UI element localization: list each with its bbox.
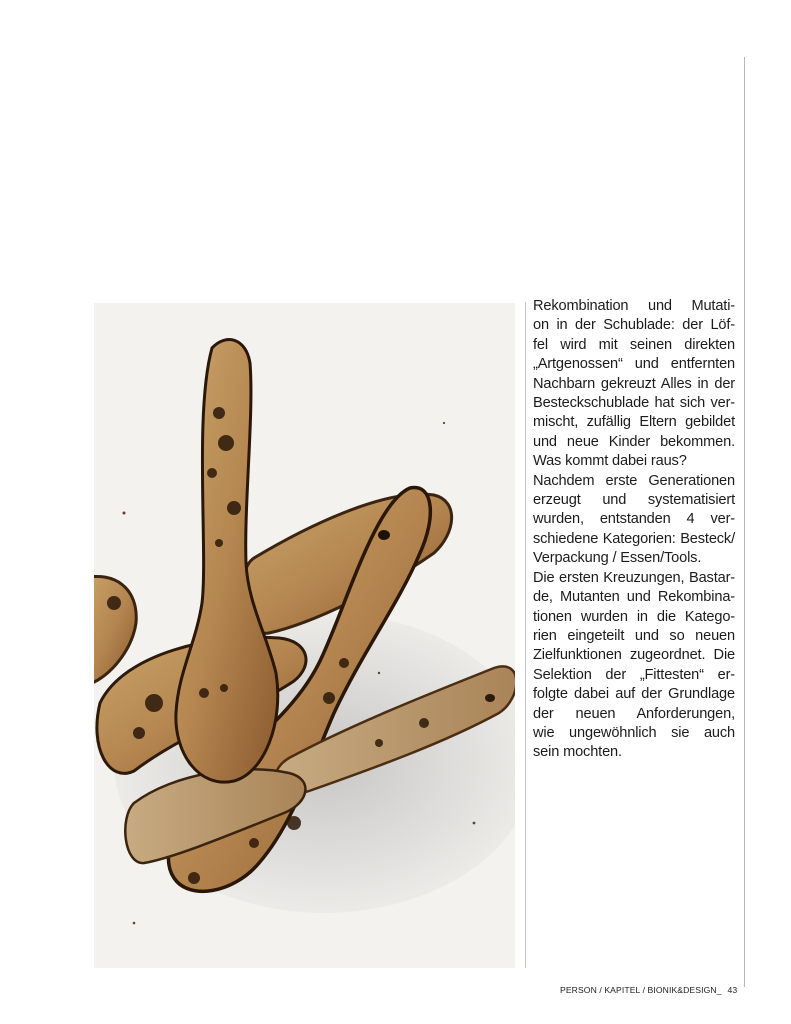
running-head: PERSON / KAPITEL / BIONIK&DESIGN_ — [560, 985, 722, 995]
text-line: Besteckschublade hat sich ver- — [533, 395, 735, 412]
text-line: wurden, entstanden 4 ver- — [533, 511, 735, 528]
text-line: de, Mutanten und Rekombina- — [533, 589, 735, 606]
article-body — [533, 297, 735, 763]
column-rule — [525, 302, 526, 968]
text-line: der neuen Anforderungen, — [533, 705, 735, 722]
text-line: Verpackung / Essen/Tools. — [533, 550, 702, 567]
toasted-spoons-photo — [94, 303, 515, 968]
text-line: on in der Schublade: der Löf- — [533, 317, 735, 334]
text-line: Was kommt dabei raus? — [533, 453, 687, 470]
text-line: sein mochten. — [533, 744, 622, 761]
page-footer — [560, 985, 736, 995]
text-line: tionen wurden in die Katego- — [533, 608, 735, 625]
text-line: erzeugt und systematisiert — [533, 492, 735, 509]
text-line: und neue Kinder bekommen. — [533, 433, 735, 450]
text-line: „Artgenossen“ und entfernten — [533, 356, 735, 373]
text-line: Selektion der „Fittesten“ er- — [533, 666, 735, 683]
text-line: folgte dabei auf der Grundlage — [533, 686, 735, 703]
text-line: fel wird mit seinen direkten — [533, 336, 735, 353]
page-margin-rule — [744, 57, 745, 987]
text-line: rien eingeteilt und so neuen — [533, 627, 735, 644]
text-line: Nachbarn gekreuzt Alles in der — [533, 375, 735, 392]
text-line: Die ersten Kreuzungen, Bastar- — [533, 569, 735, 586]
page-number: 43 — [727, 985, 738, 995]
text-line: Rekombination und Mutati- — [533, 298, 735, 314]
text-line: schiedene Kategorien: Besteck/ — [533, 530, 735, 547]
text-line: Nachdem erste Generationen — [533, 472, 735, 489]
text-line: Zielfunktionen zugeordnet. Die — [533, 647, 735, 664]
text-line: wie ungewöhnlich sie auch — [533, 724, 735, 741]
text-line: mischt, zufällig Eltern gebildet — [533, 414, 735, 431]
